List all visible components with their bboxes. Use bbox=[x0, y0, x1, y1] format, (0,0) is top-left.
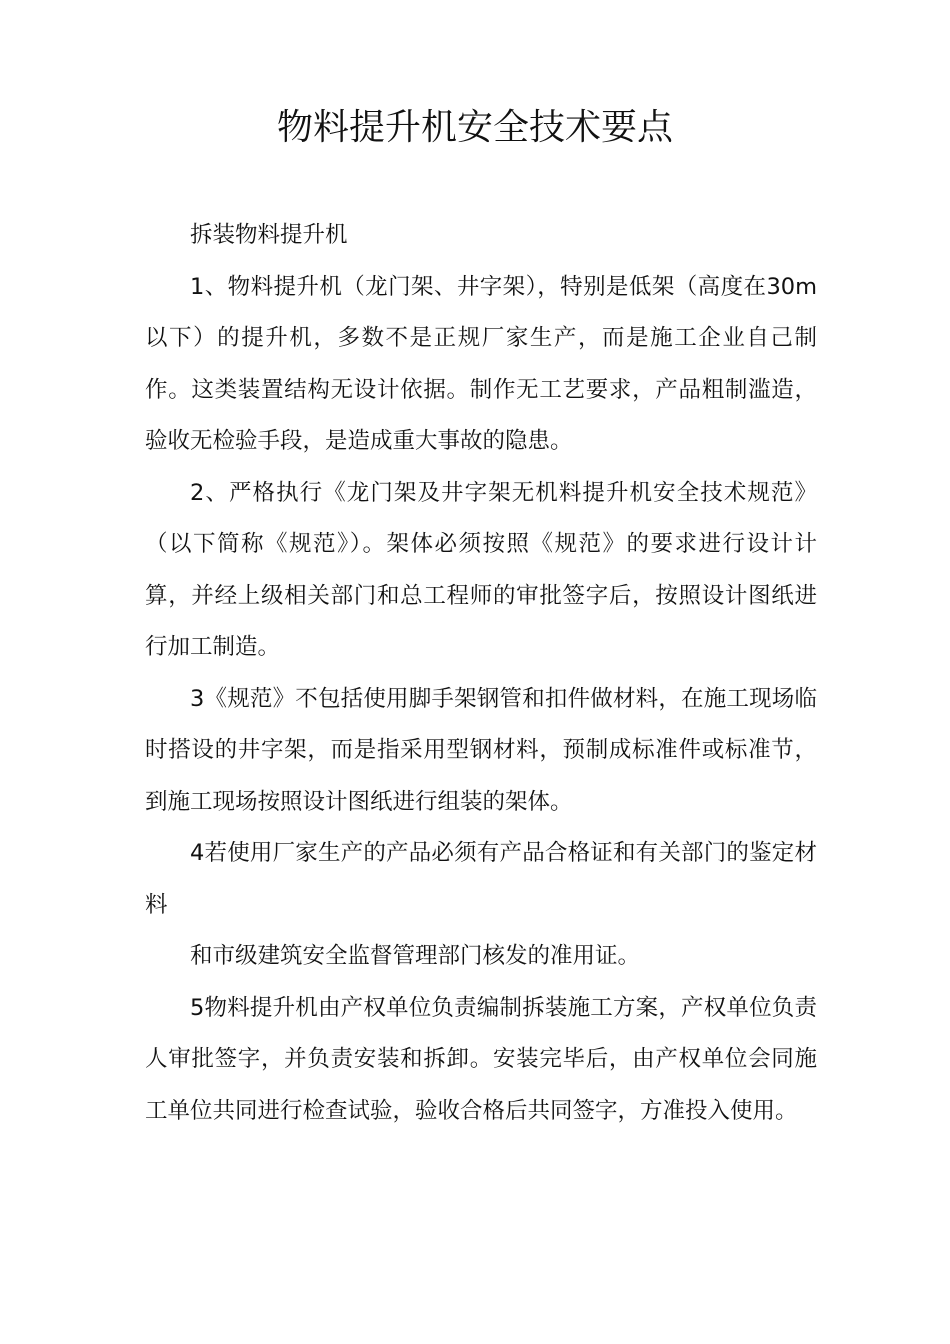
paragraph-item-3: 3《规范》不包括使用脚手架钢管和扣件做材料，在施工现场临时搭设的井字架，而是指采用型钢材料，预制成标准件或标准节，到施工现场按照设计图纸进行组装的架体。 bbox=[145, 685, 817, 815]
paragraph-section-heading: 拆装物料提升机 bbox=[190, 222, 348, 248]
paragraph-item-1: 1、物料提升机（龙门架、井字架），特别是低架（高度在30m以下）的提升机，多数不是正规厂家生产，而是施工企业自己制作。这类装置结构无设计依据。制作无工艺要求，产品粗制滥造，验收无检验手段，是造成重大事故的隐患。 bbox=[145, 273, 817, 454]
paragraph-item-4: 4若使用厂家生产的产品必须有产品合格证和有关部门的鉴定材料 bbox=[145, 840, 817, 918]
paragraph-item-4-continued: 和市级建筑安全监督管理部门核发的准用证。 bbox=[190, 943, 641, 969]
document-body bbox=[145, 210, 817, 1137]
document-title: 物料提升机安全技术要点 bbox=[276, 107, 673, 148]
paragraph-item-5: 5物料提升机由产权单位负责编制拆装施工方案，产权单位负责人审批签字，并负责安装和拆卸。安装完毕后，由产权单位会同施工单位共同进行检查试验，验收合格后共同签字，方准投入使用。 bbox=[145, 994, 817, 1124]
paragraph-item-2: 2、严格执行《龙门架及井字架无机料提升机安全技术规范》（以下简称《规范》）。架体必须按照《规范》的要求进行设计计算，并经上级相关部门和总工程师的审批签字后，按照设计图纸进行加工制造。 bbox=[145, 479, 817, 660]
